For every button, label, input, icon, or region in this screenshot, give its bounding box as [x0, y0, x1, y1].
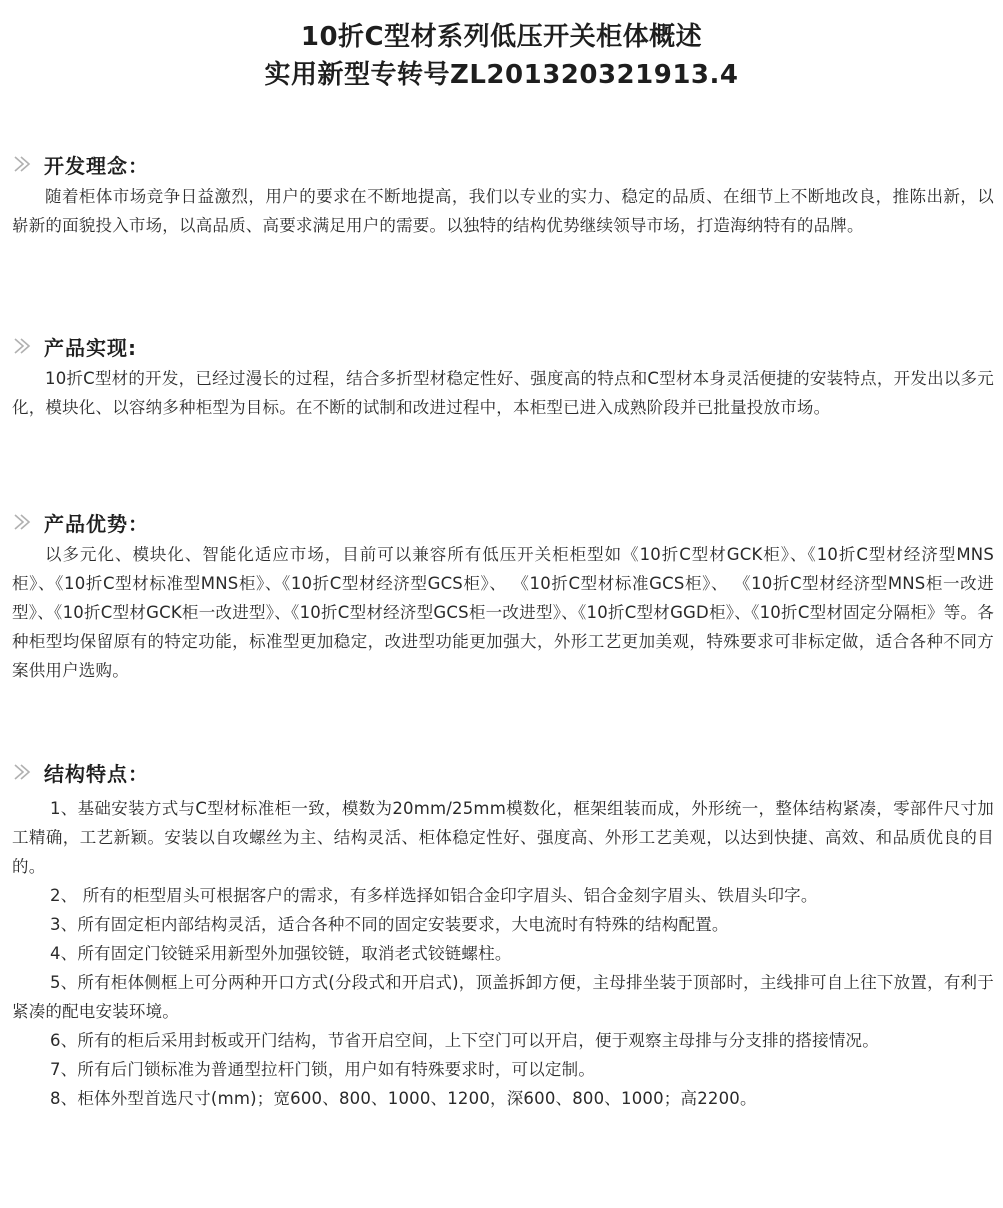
section-product-realization [12, 332, 994, 422]
list-item: 5、所有柜体侧框上可分两种开口方式(分段式和开启式)，顶盖拆卸方便，主母排坐装于顶部时，主线排可自上往下放置，有利于紧凑的配电安装环境。 [12, 973, 994, 1021]
double-chevron-right-icon [12, 761, 34, 783]
title-line-2: 实用新型专转号ZL201320321913.4 [264, 60, 739, 90]
list-item: 2、 所有的柜型眉头可根据客户的需求，有多样选择如铝合金印字眉头、铝合金刻字眉头、铁眉头印字。 [49, 886, 818, 905]
section-structure-features [12, 758, 994, 1113]
document-title [0, 18, 1003, 94]
section-development-concept [12, 150, 994, 240]
section-title: 开发理念： [44, 153, 149, 178]
double-chevron-right-icon [12, 511, 34, 533]
section-title: 结构特点： [44, 761, 149, 786]
list-item: 6、所有的柜后采用封板或开门结构，节省开启空间，上下空门可以开启，便于观察主母排与分支排的搭接情况。 [49, 1031, 879, 1050]
section-heading [12, 758, 994, 786]
section-paragraph: 随着柜体市场竞争日益激烈，用户的要求在不断地提高，我们以专业的实力、稳定的品质、在细节上不断地改良，推陈出新，以崭新的面貌投入市场，以高品质、高要求满足用户的需要。以独特的结构优势继续领导市场，打造海纳特有的品牌。 [12, 187, 994, 235]
section-heading [12, 332, 994, 360]
section-heading [12, 150, 994, 178]
list-item: 1、基础安装方式与C型材标准柜一致，模数为20mm/25mm模数化，框架组装而成，外形统一，整体结构紧凑，零部件尺寸加工精确，工艺新颖。安装以自攻螺丝为主、结构灵活、柜体稳定性好、强度高、外形工艺美观，以达到快捷、高效、和品质优良的目的。 [12, 799, 994, 876]
section-paragraph: 10折C型材的开发，已经过漫长的过程，结合多折型材稳定性好、强度高的特点和C型材本身灵活便捷的安装特点，开发出以多元化，模块化、以容纳多种柜型为目标。在不断的试制和改进过程中，本柜型已进入成熟阶段并已批量投放市场。 [12, 369, 994, 417]
section-title: 产品优势： [44, 511, 149, 536]
feature-list [12, 794, 994, 1113]
section-paragraph: 以多元化、模块化、智能化适应市场，目前可以兼容所有低压开关柜柜型如《10折C型材GCK柜》、《10折C型材经济型MNS柜》、《10折C型材标准型MNS柜》、《10折C型材经济型GCS柜》、 《10折C型材标准GCS柜》、 《10折C型材经济型MNS柜一改进型》、《10折C型材GCK柜一改进型》、《10折C型材经济型GCS柜一改进型》、《10折C型材GGD柜》、《10折C型材固定分隔柜》等。各种柜型均保留原有的特定功能，标准型更加稳定，改进型功能更加强大，外形工艺更加美观，特殊要求可非标定做，适合各种不同方案供用户选购。 [12, 545, 994, 680]
list-item: 8、柜体外型首选尺寸(mm)；宽600、800、1000、1200，深600、800、1000；高2200。 [49, 1089, 757, 1108]
list-item: 4、所有固定门铰链采用新型外加强铰链，取消老式铰链螺柱。 [49, 944, 512, 963]
list-item: 3、所有固定柜内部结构灵活，适合各种不同的固定安装要求，大电流时有特殊的结构配置。 [49, 915, 729, 934]
list-item: 7、所有后门锁标准为普通型拉杆门锁，用户如有特殊要求时，可以定制。 [49, 1060, 596, 1079]
section-heading [12, 508, 994, 536]
double-chevron-right-icon [12, 335, 34, 357]
section-product-advantages [12, 508, 994, 685]
double-chevron-right-icon [12, 153, 34, 175]
section-title: 产品实现: [44, 335, 137, 360]
title-line-1: 10折C型材系列低压开关柜体概述 [300, 22, 703, 52]
